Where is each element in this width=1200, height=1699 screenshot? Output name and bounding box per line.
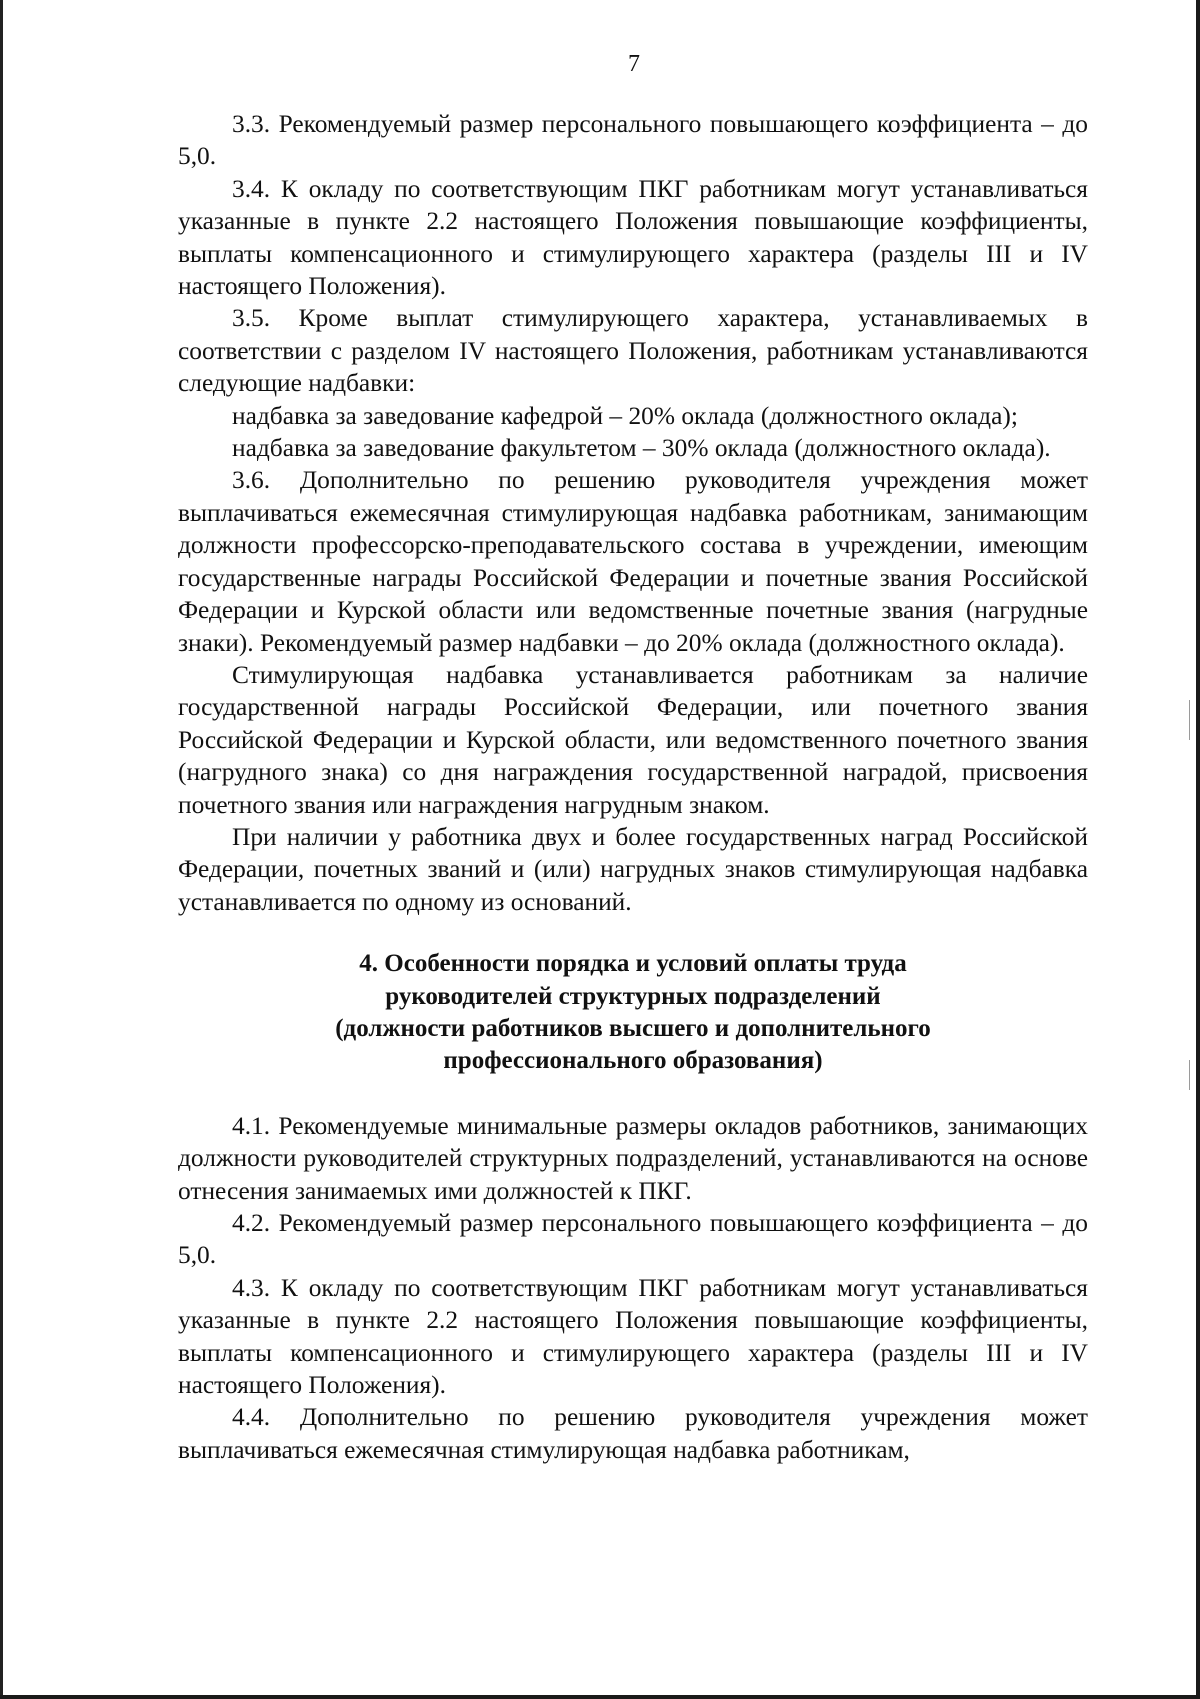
paragraph-incentive-grounds: Стимулирующая надбавка устанавливается работникам за наличие государственной награды Российской Федерации, или почетного звания Российской Федерации и Курской области, или ведомственного почетного звания (нагрудного знака) со дня награждения государственной наградой, присвоения почетного звания или награждения нагрудным знаком. bbox=[178, 660, 1088, 819]
paragraph-3-3: 3.3. Рекомендуемый размер персонального повышающего коэффициента – до 5,0. bbox=[178, 110, 1088, 171]
section-heading-line: руководителей структурных подразделений bbox=[385, 982, 881, 1010]
paragraph-multiple-awards: При наличии у работника двух и более государственных наград Российской Федерации, почетных званий и (или) нагрудных знаков стимулирующая надбавка устанавливается по одному из оснований. bbox=[178, 822, 1088, 916]
paragraph-4-2: 4.2. Рекомендуемый размер персонального повышающего коэффициента – до 5,0. bbox=[178, 1209, 1088, 1270]
section-heading-line: профессионального образования) bbox=[443, 1047, 823, 1075]
paragraph-3-4: 3.4. К окладу по соответствующим ПКГ работникам могут устанавливаться указанные в пункте 2.2 настоящего Положения повышающие коэффициенты, выплаты компенсационного и стимулирующего характера (разделы III и IV настоящего Положения). bbox=[178, 174, 1088, 301]
paragraph-4-1: 4.1. Рекомендуемые минимальные размеры окладов работников, занимающих должности руководителей структурных подразделений, устанавливаются на основе отнесения занимаемых ими должностей к ПКГ. bbox=[178, 1111, 1088, 1205]
scan-edge-left bbox=[0, 0, 3, 1699]
paragraph-allowance-department: надбавка за заведование кафедрой – 20% оклада (должностного оклада); bbox=[232, 401, 1018, 430]
paragraph-4-4: 4.4. Дополнительно по решению руководителя учреждения может выплачиваться ежемесячная стимулирующая надбавка работникам, bbox=[178, 1403, 1088, 1464]
paragraph-allowance-faculty: надбавка за заведование факультетом – 30% оклада (должностного оклада). bbox=[232, 434, 1051, 463]
paragraph-3-5: 3.5. Кроме выплат стимулирующего характера, устанавливаемых в соответствии с разделом IV настоящего Положения, работникам устанавливаются следующие надбавки: bbox=[178, 304, 1088, 398]
scan-edge-right bbox=[1196, 0, 1200, 1699]
paragraph-3-6: 3.6. Дополнительно по решению руководителя учреждения может выплачиваться ежемесячная стимулирующая надбавка работникам, занимающим должности профессорско-преподавательского состава в учреждении, имеющим государственные награды Российской Федерации и почетные звания Российской Федерации и Курской области или ведомственные почетные звания (нагрудные знаки). Рекомендуемый размер надбавки – до 20% оклада (должностного оклада). bbox=[178, 466, 1088, 657]
section-heading-line: 4. Особенности порядка и условий оплаты труда bbox=[359, 950, 907, 978]
section-heading-line: (должности работников высшего и дополнительного bbox=[335, 1014, 931, 1042]
document-body bbox=[178, 108, 1088, 1466]
scan-artifact-mark bbox=[1189, 700, 1190, 740]
scan-edge-bottom bbox=[0, 1695, 1200, 1699]
section-4-heading bbox=[178, 948, 1088, 1078]
scan-artifact-mark bbox=[1189, 1060, 1190, 1090]
page-number: 7 bbox=[628, 51, 640, 77]
paragraph-4-3: 4.3. К окладу по соответствующим ПКГ работникам могут устанавливаться указанные в пункте 2.2 настоящего Положения повышающие коэффициенты, выплаты компенсационного и стимулирующего характера (разделы III и IV настоящего Положения). bbox=[178, 1273, 1088, 1400]
